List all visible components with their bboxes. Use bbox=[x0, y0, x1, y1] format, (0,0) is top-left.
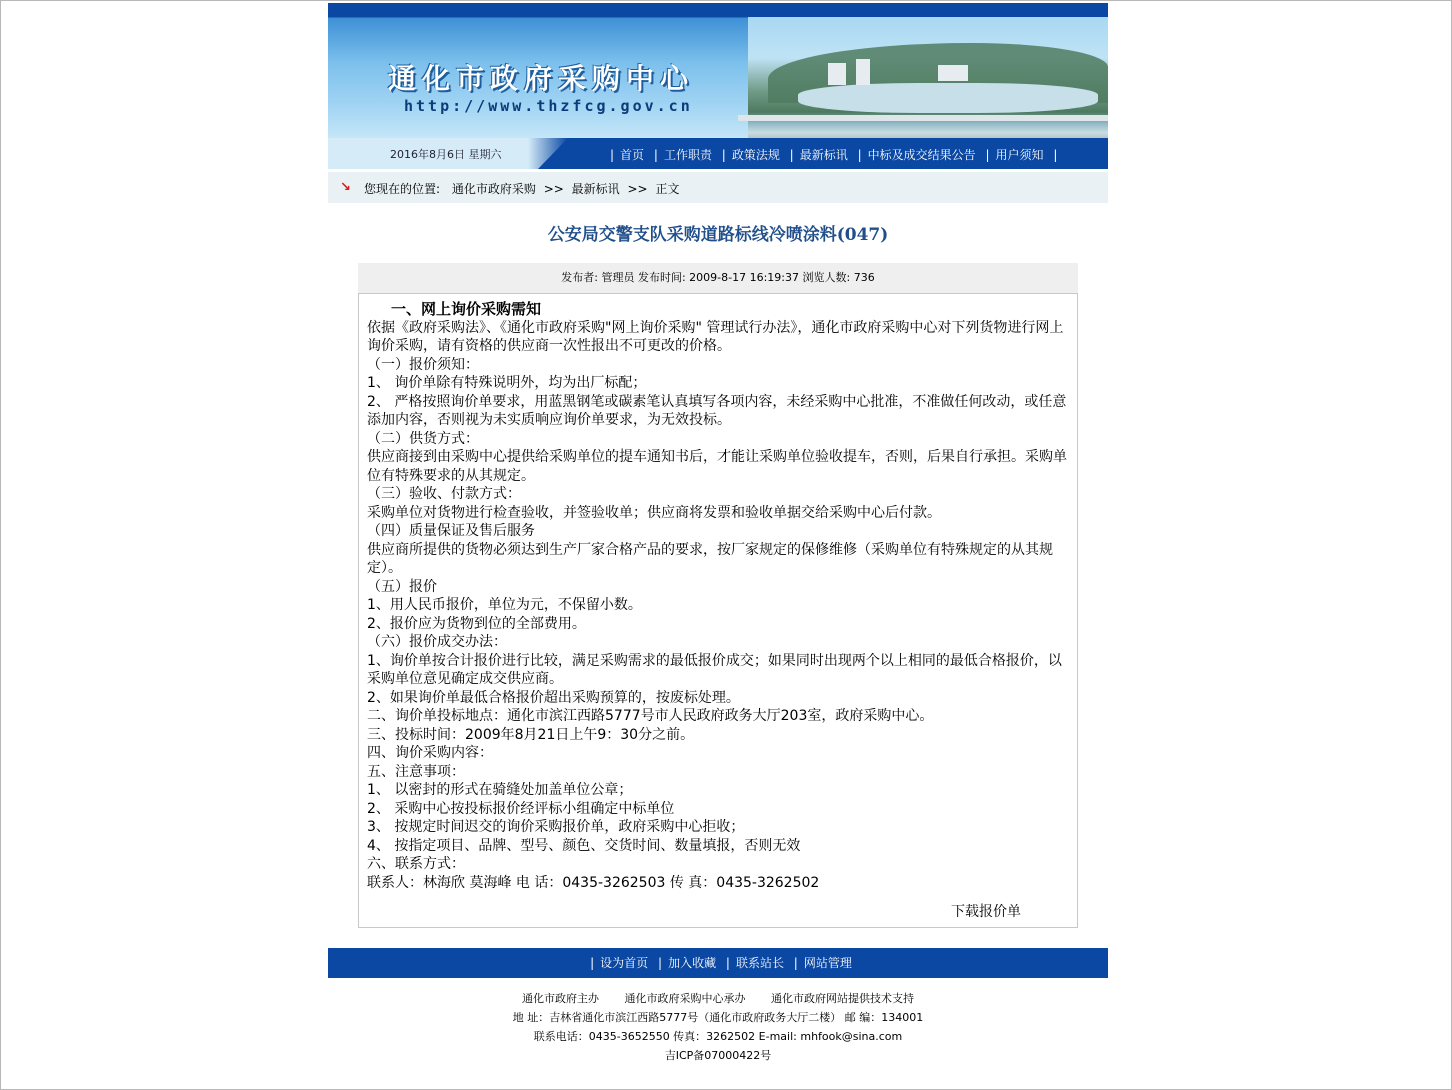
breadcrumb-link-home[interactable]: 通化市政府采购 bbox=[451, 182, 536, 196]
nav-item-policy[interactable]: 政策法规 bbox=[731, 148, 780, 162]
article-line: （三）验收、付款方式： bbox=[367, 486, 521, 502]
article-meta: 发布者: 管理员 发布时间: 2009-8-17 16:19:37 浏览人数: 736 bbox=[358, 263, 1078, 293]
nav-menu: | 首页 | 工作职责 | 政策法规 | 最新标讯 | 中标及成交结果公告 | 用户须知 | bbox=[610, 148, 1058, 162]
article-line: 二、询价单投标地点：通化市滨江西路5777号市人民政府政务大厅203室，政府采购中心。 bbox=[367, 708, 934, 724]
footer-tech: 通化市政府网站提供技术支持 bbox=[771, 992, 914, 1005]
city-building bbox=[856, 59, 870, 85]
main-nav bbox=[328, 138, 1108, 169]
breadcrumb-link-latest[interactable]: 最新标讯 bbox=[571, 182, 620, 196]
footer-address: 地 址：吉林省通化市滨江西路5777号（通化市政府政务大厅二楼） 邮 编：134001 bbox=[512, 1011, 924, 1024]
article-line: 供应商接到由采购中心提供给采购单位的提车通知书后，才能让采购单位验收提车，否则，后果自行承担。采购单位有特殊要求的从其规定。 bbox=[367, 449, 1067, 484]
article-line: 1、 询价单除有特殊说明外，均为出厂标配； bbox=[367, 375, 647, 391]
footer-host: 通化市政府采购中心承办 bbox=[624, 992, 746, 1005]
site-url: http://www.thzfcg.gov.cn bbox=[404, 97, 693, 115]
footer-links: | 设为首页 | 加入收藏 | 联系站长 | 网站管理 bbox=[328, 948, 1108, 978]
article-line: 五、注意事项： bbox=[367, 763, 465, 780]
nav-item-duties[interactable]: 工作职责 bbox=[663, 148, 712, 162]
article-line: 依据《政府采购法》、《通化市政府采购"网上询价采购" 管理试行办法》，通化市政府采购中心对下列货物进行网上询价采购，请有资格的供应商一次性报出不可更改的价格。 bbox=[367, 319, 1064, 354]
footer-link-contact[interactable]: 联系站长 bbox=[735, 956, 784, 970]
article-body bbox=[358, 293, 1078, 928]
nav-item-user-guide[interactable]: 用户须知 bbox=[995, 148, 1044, 162]
footer-info bbox=[328, 989, 1108, 1065]
article-line: 3、 按规定时间迟交的询价采购报价单，政府采购中心拒收； bbox=[367, 819, 745, 835]
nav-item-results[interactable]: 中标及成交结果公告 bbox=[867, 148, 976, 162]
article-line: 采购单位对货物进行检查验收，并签验收单；供应商将发票和验收单据交给采购中心后付款。 bbox=[367, 504, 941, 521]
current-date: 2016年8月6日 星期六 bbox=[390, 148, 502, 161]
breadcrumb-prefix: 您现在的位置: bbox=[364, 182, 441, 196]
footer-contact: 联系电话：0435-3652550 传真：3262502 E-mail: mhfook@sina.com bbox=[533, 1030, 903, 1043]
breadcrumb-current: 正文 bbox=[655, 182, 680, 196]
article-line: 三、投标时间：2009年8月21日上午9：30分之前。 bbox=[367, 726, 695, 743]
article-line: 1、 以密封的形式在骑缝处加盖单位公章； bbox=[367, 782, 633, 798]
article-line: 2、如果询价单最低合格报价超出采购预算的，按废标处理。 bbox=[367, 689, 740, 706]
site-title: 通化市政府采购中心 bbox=[388, 62, 695, 95]
article-line: 2、 采购中心按投标报价经评标小组确定中标单位 bbox=[367, 800, 675, 817]
city-river bbox=[798, 83, 1098, 113]
article-line: 1、询价单按合计报价进行比较，满足采购需求的最低报价成交；如果同时出现两个以上相同的最低合格报价，以采购单位意见确定成交供应商。 bbox=[367, 652, 1062, 687]
article-title: 公安局交警支队采购道路标线冷喷涂料(047) bbox=[547, 225, 889, 245]
article-line: （四）质量保证及售后服务 bbox=[367, 523, 535, 539]
nav-item-home[interactable]: 首页 bbox=[620, 148, 645, 162]
article-line: （二）供货方式： bbox=[367, 430, 479, 447]
article-line: （六）报价成交办法： bbox=[367, 634, 507, 650]
article-line: 六、联系方式： bbox=[367, 856, 465, 872]
footer-link-admin[interactable]: 网站管理 bbox=[803, 956, 852, 970]
city-building bbox=[938, 65, 968, 81]
breadcrumb-separator: >> bbox=[627, 182, 648, 196]
arrow-down-right-icon: ↘ bbox=[340, 180, 351, 195]
footer-sponsor: 通化市政府主办 bbox=[522, 992, 599, 1005]
article-line: 2、 严格按照询价单要求，用蓝黑钢笔或碳素笔认真填写各项内容，未经采购中心批准，不准做任何改动，或任意添加内容，否则视为未实质响应询价单要求，为无效投标。 bbox=[367, 393, 1067, 428]
article-line: 1、用人民币报价，单位为元，不保留小数。 bbox=[367, 597, 642, 613]
article-line: （五）报价 bbox=[367, 578, 437, 595]
article-line: 联系人：林海欣 莫海峰 电 话：0435-3262503 传 真：0435-3262502 bbox=[367, 874, 820, 891]
header-banner bbox=[328, 3, 1108, 169]
banner-top-bar bbox=[328, 3, 1108, 17]
breadcrumb bbox=[328, 172, 1108, 203]
page-container bbox=[328, 3, 1108, 1062]
footer-link-favorite[interactable]: 加入收藏 bbox=[668, 956, 717, 970]
footer-link-set-home[interactable]: 设为首页 bbox=[600, 956, 649, 970]
breadcrumb-separator: >> bbox=[543, 182, 564, 196]
city-building bbox=[828, 63, 846, 85]
download-quote-link[interactable]: 下载报价单 bbox=[951, 904, 1021, 920]
article-line: （一）报价须知： bbox=[367, 356, 479, 373]
article-line: 2、报价应为货物到位的全部费用。 bbox=[367, 615, 586, 632]
article-line: 4、 按指定项目、品牌、型号、颜色、交货时间、数量填报，否则无效 bbox=[367, 837, 801, 854]
article-line: 供应商所提供的货物必须达到生产厂家合格产品的要求，按厂家规定的保修维修（采购单位有特殊规定的从其规定）。 bbox=[367, 541, 1053, 576]
article-heading: 一、网上询价采购需知 bbox=[391, 300, 542, 318]
footer-icp: 吉ICP备07000422号 bbox=[664, 1049, 772, 1062]
nav-item-latest-bids[interactable]: 最新标讯 bbox=[799, 148, 848, 162]
article-line: 四、询价采购内容： bbox=[367, 745, 493, 761]
city-bridge bbox=[738, 115, 1108, 121]
